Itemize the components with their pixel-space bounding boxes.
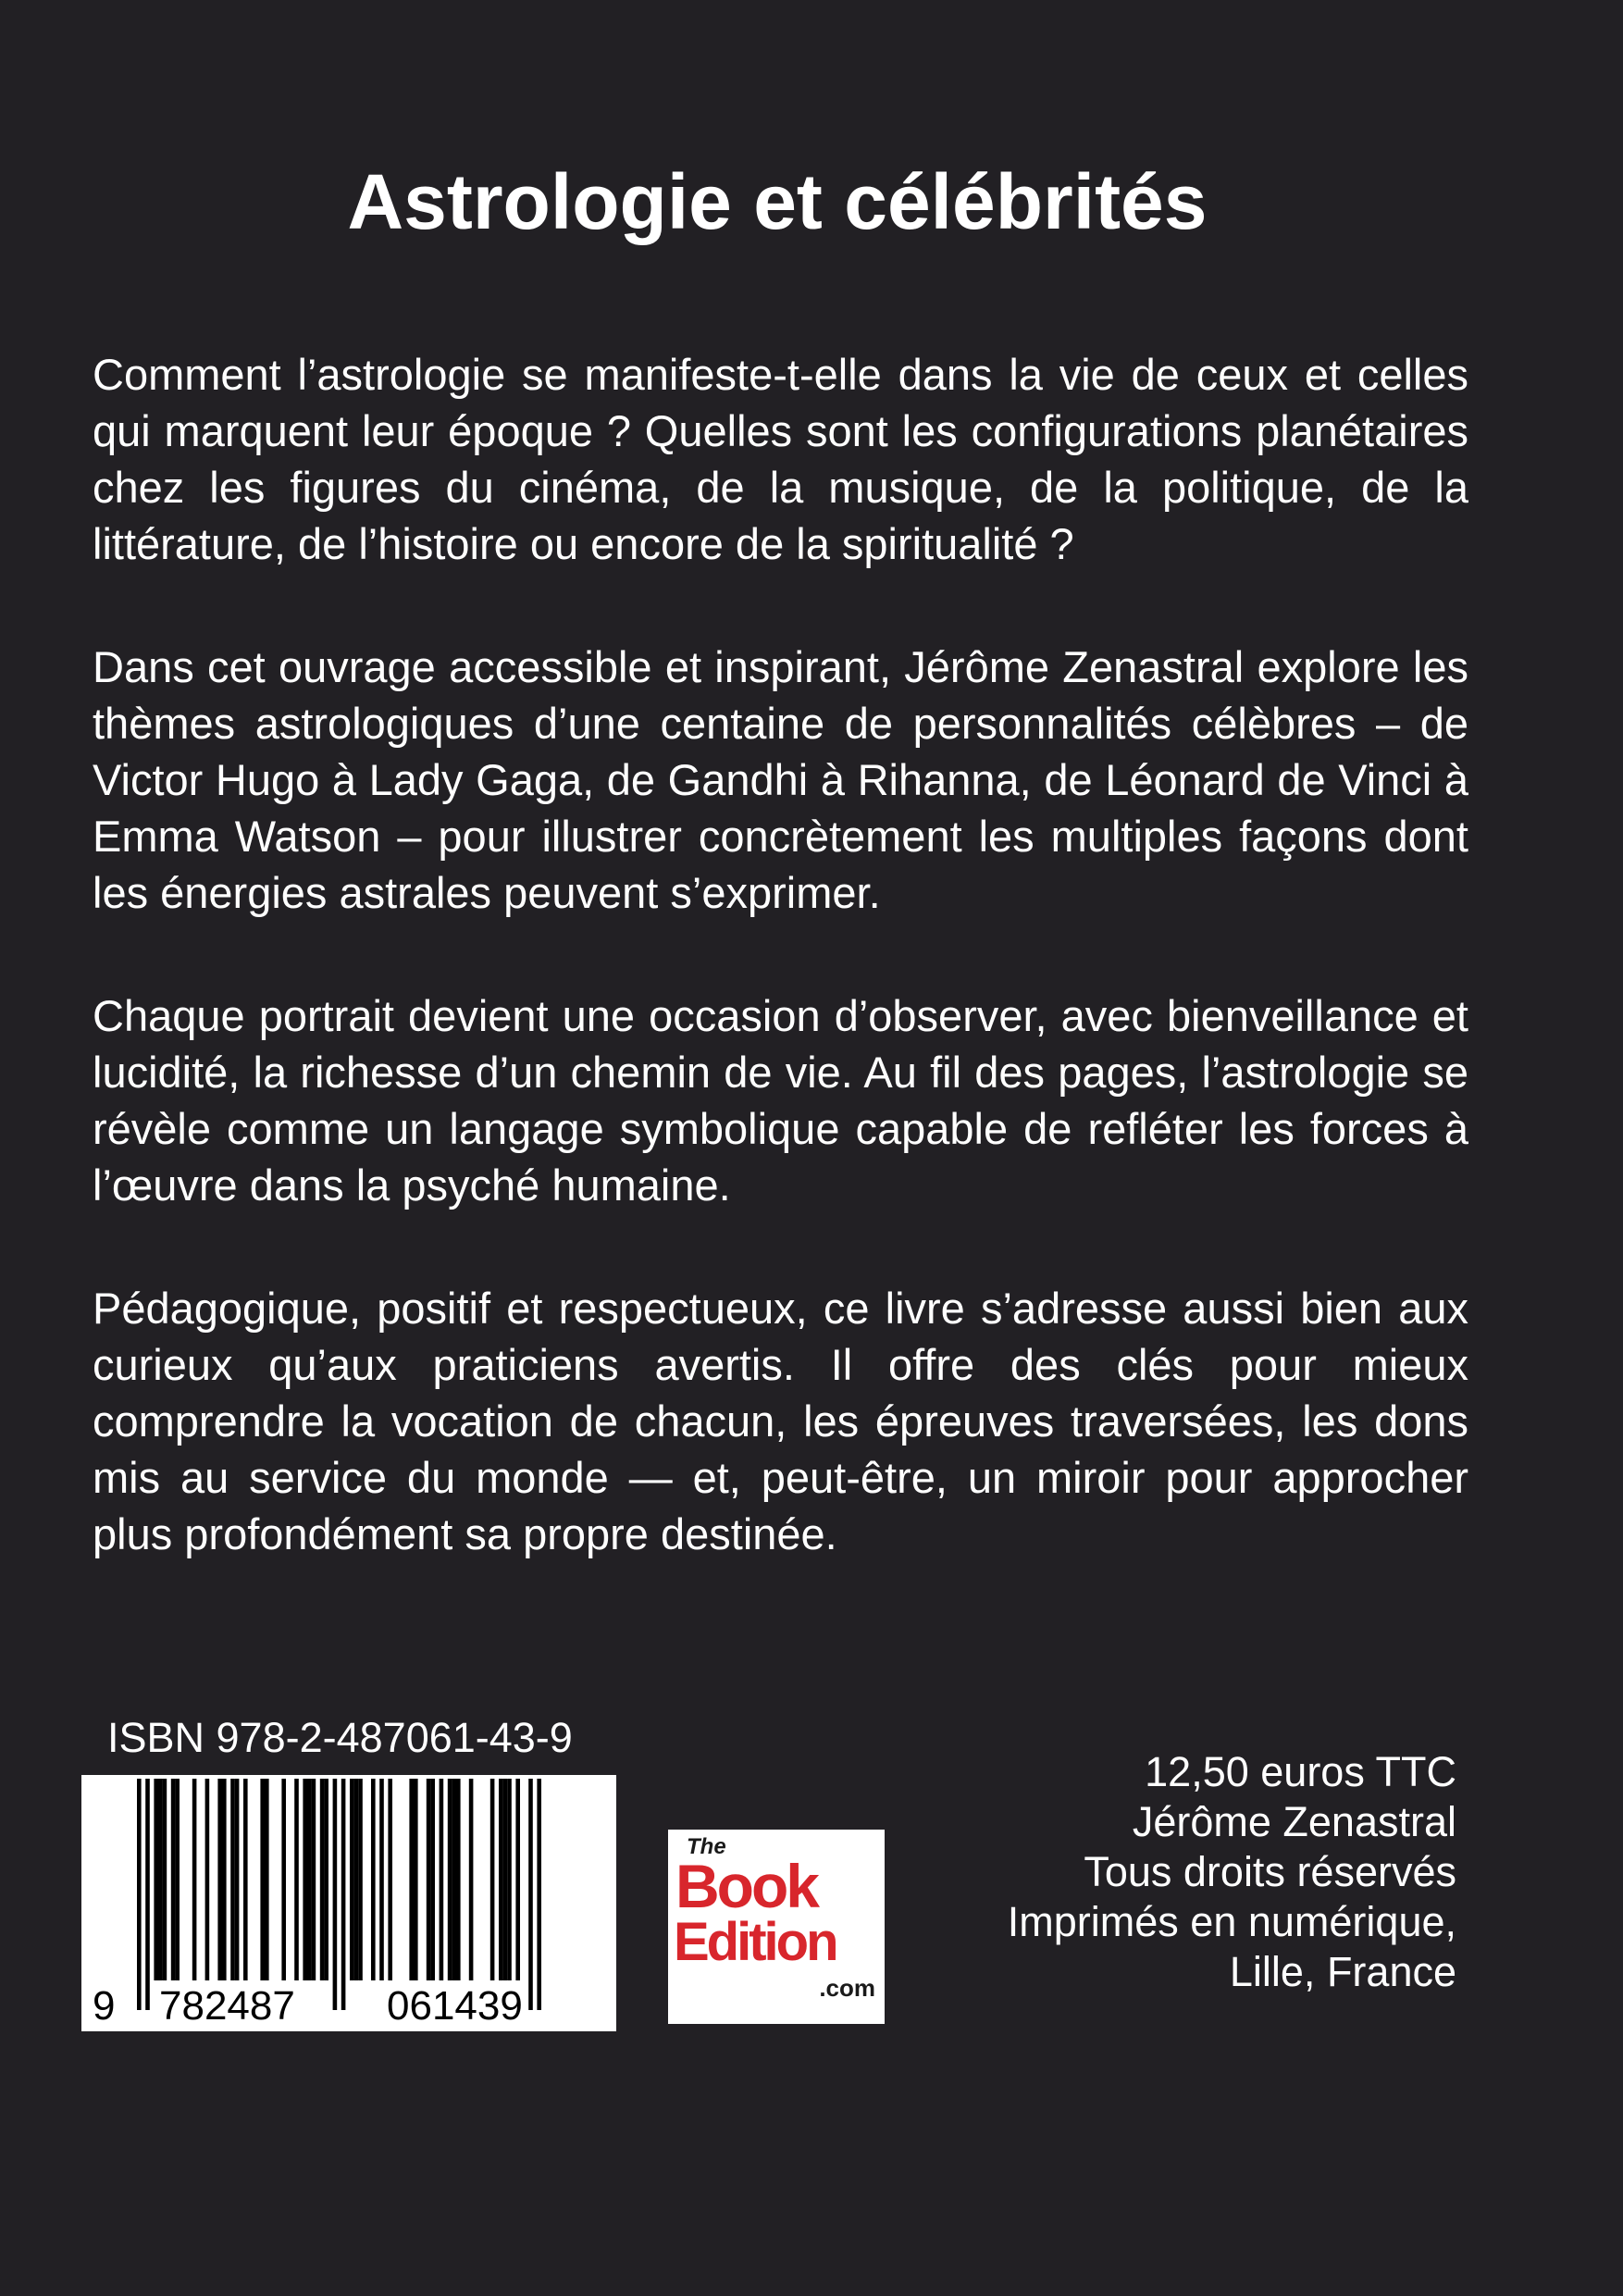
barcode-bar [358,1779,363,1980]
barcode-bar [265,1779,269,1980]
barcode-bar [409,1779,414,1980]
blurb-paragraph-1: Comment l’astrologie se manifeste-t-elle dans la vie de ceux et celles qui marquent leur époque ? Quelles sont les configurations planétaires chez les figures du cinéma, de la musique, de la politique, de la littérature, de l’histoire ou encore de la spiritualité ? [93,350,1468,568]
blurb-paragraph-4: Pédagogique, positif et respectueux, ce livre s’adresse aussi bien aux curieux qu’aux praticiens avertis. Il offre des clés pour mieux comprendre la vocation de chacun, les épreuves traversées, les dons mis au service du monde — et, peut-être, un miroir pour approcher plus profondément sa propre destinée. [93,1284,1468,1558]
barcode-bar [379,1779,384,1980]
barcode-bar [448,1779,452,1980]
printing-note: Imprimés en numérique, [1007,1898,1456,1945]
barcode-bar [490,1779,495,1980]
barcode-bar [307,1779,312,1980]
barcode-bar [217,1779,222,1980]
barcode-left-group: 782487 [159,1983,295,2029]
logo-edition: Edition [674,1912,836,1972]
barcode-bar [427,1779,431,1980]
blurb-paragraph-3: Chaque portrait devient une occasion d’observer, avec bienveillance et lucidité, la richesse d’un chemin de vie. Au fil des pages, l’astrologie se révèle comme un langage symbolique capable de refléter les forces à l’œuvre dans la psyché humaine. [93,991,1468,1210]
barcode-bar [440,1779,444,1980]
barcode-bar [456,1779,461,1980]
logo-com: .com [819,1974,875,2002]
rights-notice: Tous droits réservés [1084,1848,1456,1895]
blurb [93,346,1468,1629]
barcode-bar [430,1779,435,1980]
barcode-bar [350,1779,354,1980]
author-name: Jérôme Zenastral [1132,1798,1456,1845]
isbn-label: ISBN 978-2-487061-43-9 [107,1714,573,1761]
publisher-logo [668,1830,885,2024]
barcode-bar [281,1779,286,1980]
barcode-bar [243,1779,248,1980]
barcode-guard-bar [137,1779,142,2010]
barcode-right-group: 061439 [387,1983,523,2029]
credits [1008,1747,1456,1997]
barcode-bar [371,1779,376,1980]
barcode-bar [312,1779,316,1980]
isbn-barcode [81,1775,616,2031]
barcode-bar [235,1779,240,1980]
barcode-bar [503,1779,508,1980]
barcode-guard-bar [145,1779,150,2010]
barcode-bar [154,1779,158,1980]
barcode-bar [320,1779,325,1980]
barcode-bar [175,1779,180,1980]
barcode-bar [171,1779,176,1980]
barcode-bar [324,1779,328,1980]
barcode-bar [414,1779,418,1980]
barcode-guard-bar [333,1779,338,2010]
barcode-bar [354,1779,359,1980]
barcode-first-digit: 9 [93,1983,116,2029]
barcode-bar [260,1779,265,1980]
barcode-bar [222,1779,227,1980]
blurb-paragraph-2: Dans cet ouvrage accessible et inspirant, Jérôme Zenastral explore les thèmes astrologiques d’une centaine de personnalités célèbres – de Victor Hugo à Lady Gaga, de Gandhi à Rihanna, de Léonard de Vinci à Emma Watson – pour illustrer concrètement les multiples façons dont les énergies astrales peuvent s’exprimer. [93,642,1468,917]
barcode-bar [388,1779,392,1980]
barcode-bar [192,1779,197,1980]
barcode-guard-bar [341,1779,346,2010]
barcode-bar [294,1779,299,1980]
book-title: Astrologie et célébrités [347,158,1208,245]
printing-place: Lille, France [1229,1948,1456,1995]
barcode-bar [158,1779,163,1980]
logo-book: Book [675,1852,817,1920]
barcode-bar [163,1779,167,1980]
barcode-digits [81,1980,616,2031]
barcode-bar [515,1779,520,1980]
barcode-bar [469,1779,474,1980]
barcode-bar [499,1779,503,1980]
barcode-bar [452,1779,456,1980]
barcode-bar [205,1779,210,1980]
price: 12,50 euros TTC [1145,1748,1456,1795]
barcode-guard-bar [537,1779,541,2010]
logo-the: The [687,1834,726,1859]
barcode-bar [507,1779,512,1980]
barcode-guard-bar [528,1779,533,2010]
barcode-bar [230,1779,235,1980]
barcode-bar [303,1779,307,1980]
